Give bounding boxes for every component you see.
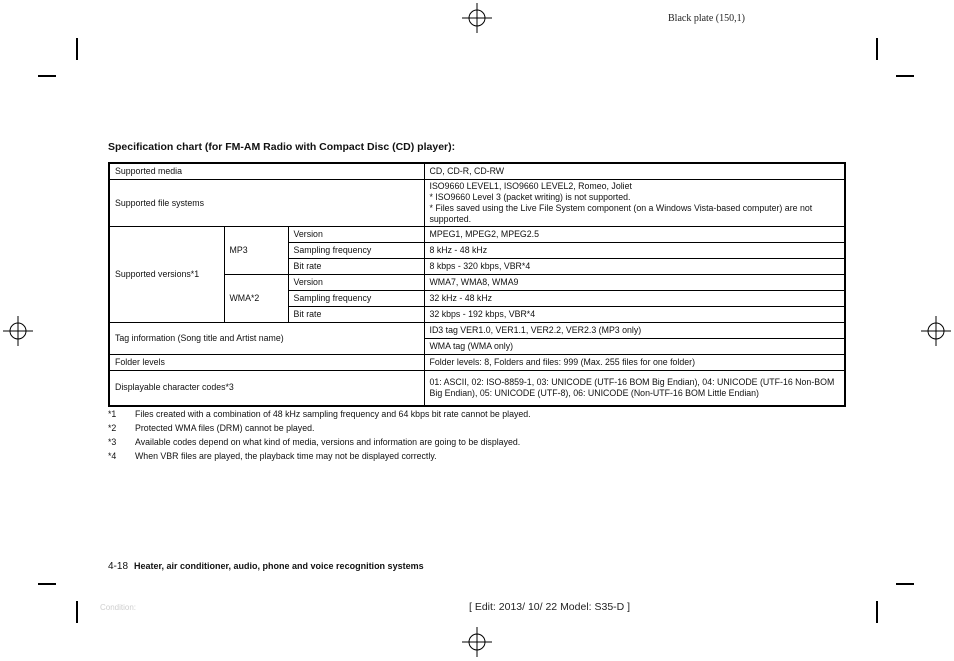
- row-label: Displayable character codes*3: [109, 371, 424, 406]
- row-value: Folder levels: 8, Folders and files: 999 (Max. 255 files for one folder): [424, 355, 845, 371]
- table-row: [109, 163, 845, 180]
- sub-label: Bit rate: [288, 259, 424, 275]
- footnote: *4 When VBR files are played, the playback time may not be displayed correctly.: [108, 451, 437, 461]
- condition-label: Condition:: [100, 603, 137, 612]
- crop-mark: [896, 75, 914, 77]
- spec-table: [108, 162, 846, 407]
- row-label: Supported media: [109, 163, 424, 180]
- row-label: Tag information (Song title and Artist name): [109, 323, 424, 355]
- table-row: [109, 355, 845, 371]
- row-value: 32 kHz - 48 kHz: [424, 291, 845, 307]
- row-value: 32 kbps - 192 kbps, VBR*4: [424, 307, 845, 323]
- row-value: ID3 tag VER1.0, VER1.1, VER2.2, VER2.3 (MP3 only): [424, 323, 845, 339]
- table-row: [109, 180, 845, 227]
- row-value: WMA tag (WMA only): [424, 339, 845, 355]
- crop-mark: [38, 75, 56, 77]
- table-row: [109, 371, 845, 406]
- row-label: Folder levels: [109, 355, 424, 371]
- page-title: Specification chart (for FM-AM Radio with Compact Disc (CD) player):: [108, 141, 456, 153]
- format-label: MP3: [224, 227, 288, 275]
- crop-mark: [876, 601, 878, 623]
- row-value: CD, CD-R, CD-RW: [424, 163, 845, 180]
- row-label: Supported versions*1: [109, 227, 224, 323]
- sub-label: Bit rate: [288, 307, 424, 323]
- section-title: Heater, air conditioner, audio, phone and voice recognition systems: [134, 561, 424, 571]
- crop-mark: [876, 38, 878, 60]
- row-value: 01: ASCII, 02: ISO-8859-1, 03: UNICODE (UTF-16 BOM Big Endian), 04: UNICODE (UTF-16 Non-BOM Big Endian), 05: UNICODE (UTF-8), 06: UNICODE (Non-UTF-16 BOM Little Endian): [424, 371, 845, 406]
- edit-info: [ Edit: 2013/ 10/ 22 Model: S35-D ]: [469, 601, 631, 613]
- footnote: *3 Available codes depend on what kind of media, versions and information are going to be displayed.: [108, 437, 521, 447]
- registration-mark-icon: [462, 627, 492, 657]
- table-row: [109, 323, 845, 339]
- row-value: MPEG1, MPEG2, MPEG2.5: [424, 227, 845, 243]
- registration-mark-icon: [3, 316, 33, 346]
- footnote: *2 Protected WMA files (DRM) cannot be played.: [108, 423, 315, 433]
- footnotes: [108, 407, 531, 463]
- sub-label: Sampling frequency: [288, 243, 424, 259]
- row-value: 8 kHz - 48 kHz: [424, 243, 845, 259]
- format-label: WMA*2: [224, 275, 288, 323]
- footnote: *1 Files created with a combination of 48 kHz sampling frequency and 64 kbps bit rate cannot be played.: [108, 409, 531, 419]
- plate-label: Black plate (150,1): [668, 13, 745, 24]
- row-value: WMA7, WMA8, WMA9: [424, 275, 845, 291]
- row-label: Supported file systems: [109, 180, 424, 227]
- table-row: [109, 227, 845, 243]
- crop-mark: [38, 583, 56, 585]
- sub-label: Version: [288, 227, 424, 243]
- row-value: 8 kbps - 320 kbps, VBR*4: [424, 259, 845, 275]
- sub-label: Sampling frequency: [288, 291, 424, 307]
- registration-mark-icon: [462, 3, 492, 33]
- crop-mark: [76, 38, 78, 60]
- sub-label: Version: [288, 275, 424, 291]
- row-value: ISO9660 LEVEL1, ISO9660 LEVEL2, Romeo, Joliet * ISO9660 Level 3 (packet writing) is not supported. * Files saved using the Live File System component (on a Windows Vista-based computer) are not supported.: [424, 180, 845, 227]
- crop-mark: [896, 583, 914, 585]
- crop-mark: [76, 601, 78, 623]
- page-number: 4-18: [108, 561, 129, 572]
- registration-mark-icon: [921, 316, 951, 346]
- page-footer: [108, 561, 424, 572]
